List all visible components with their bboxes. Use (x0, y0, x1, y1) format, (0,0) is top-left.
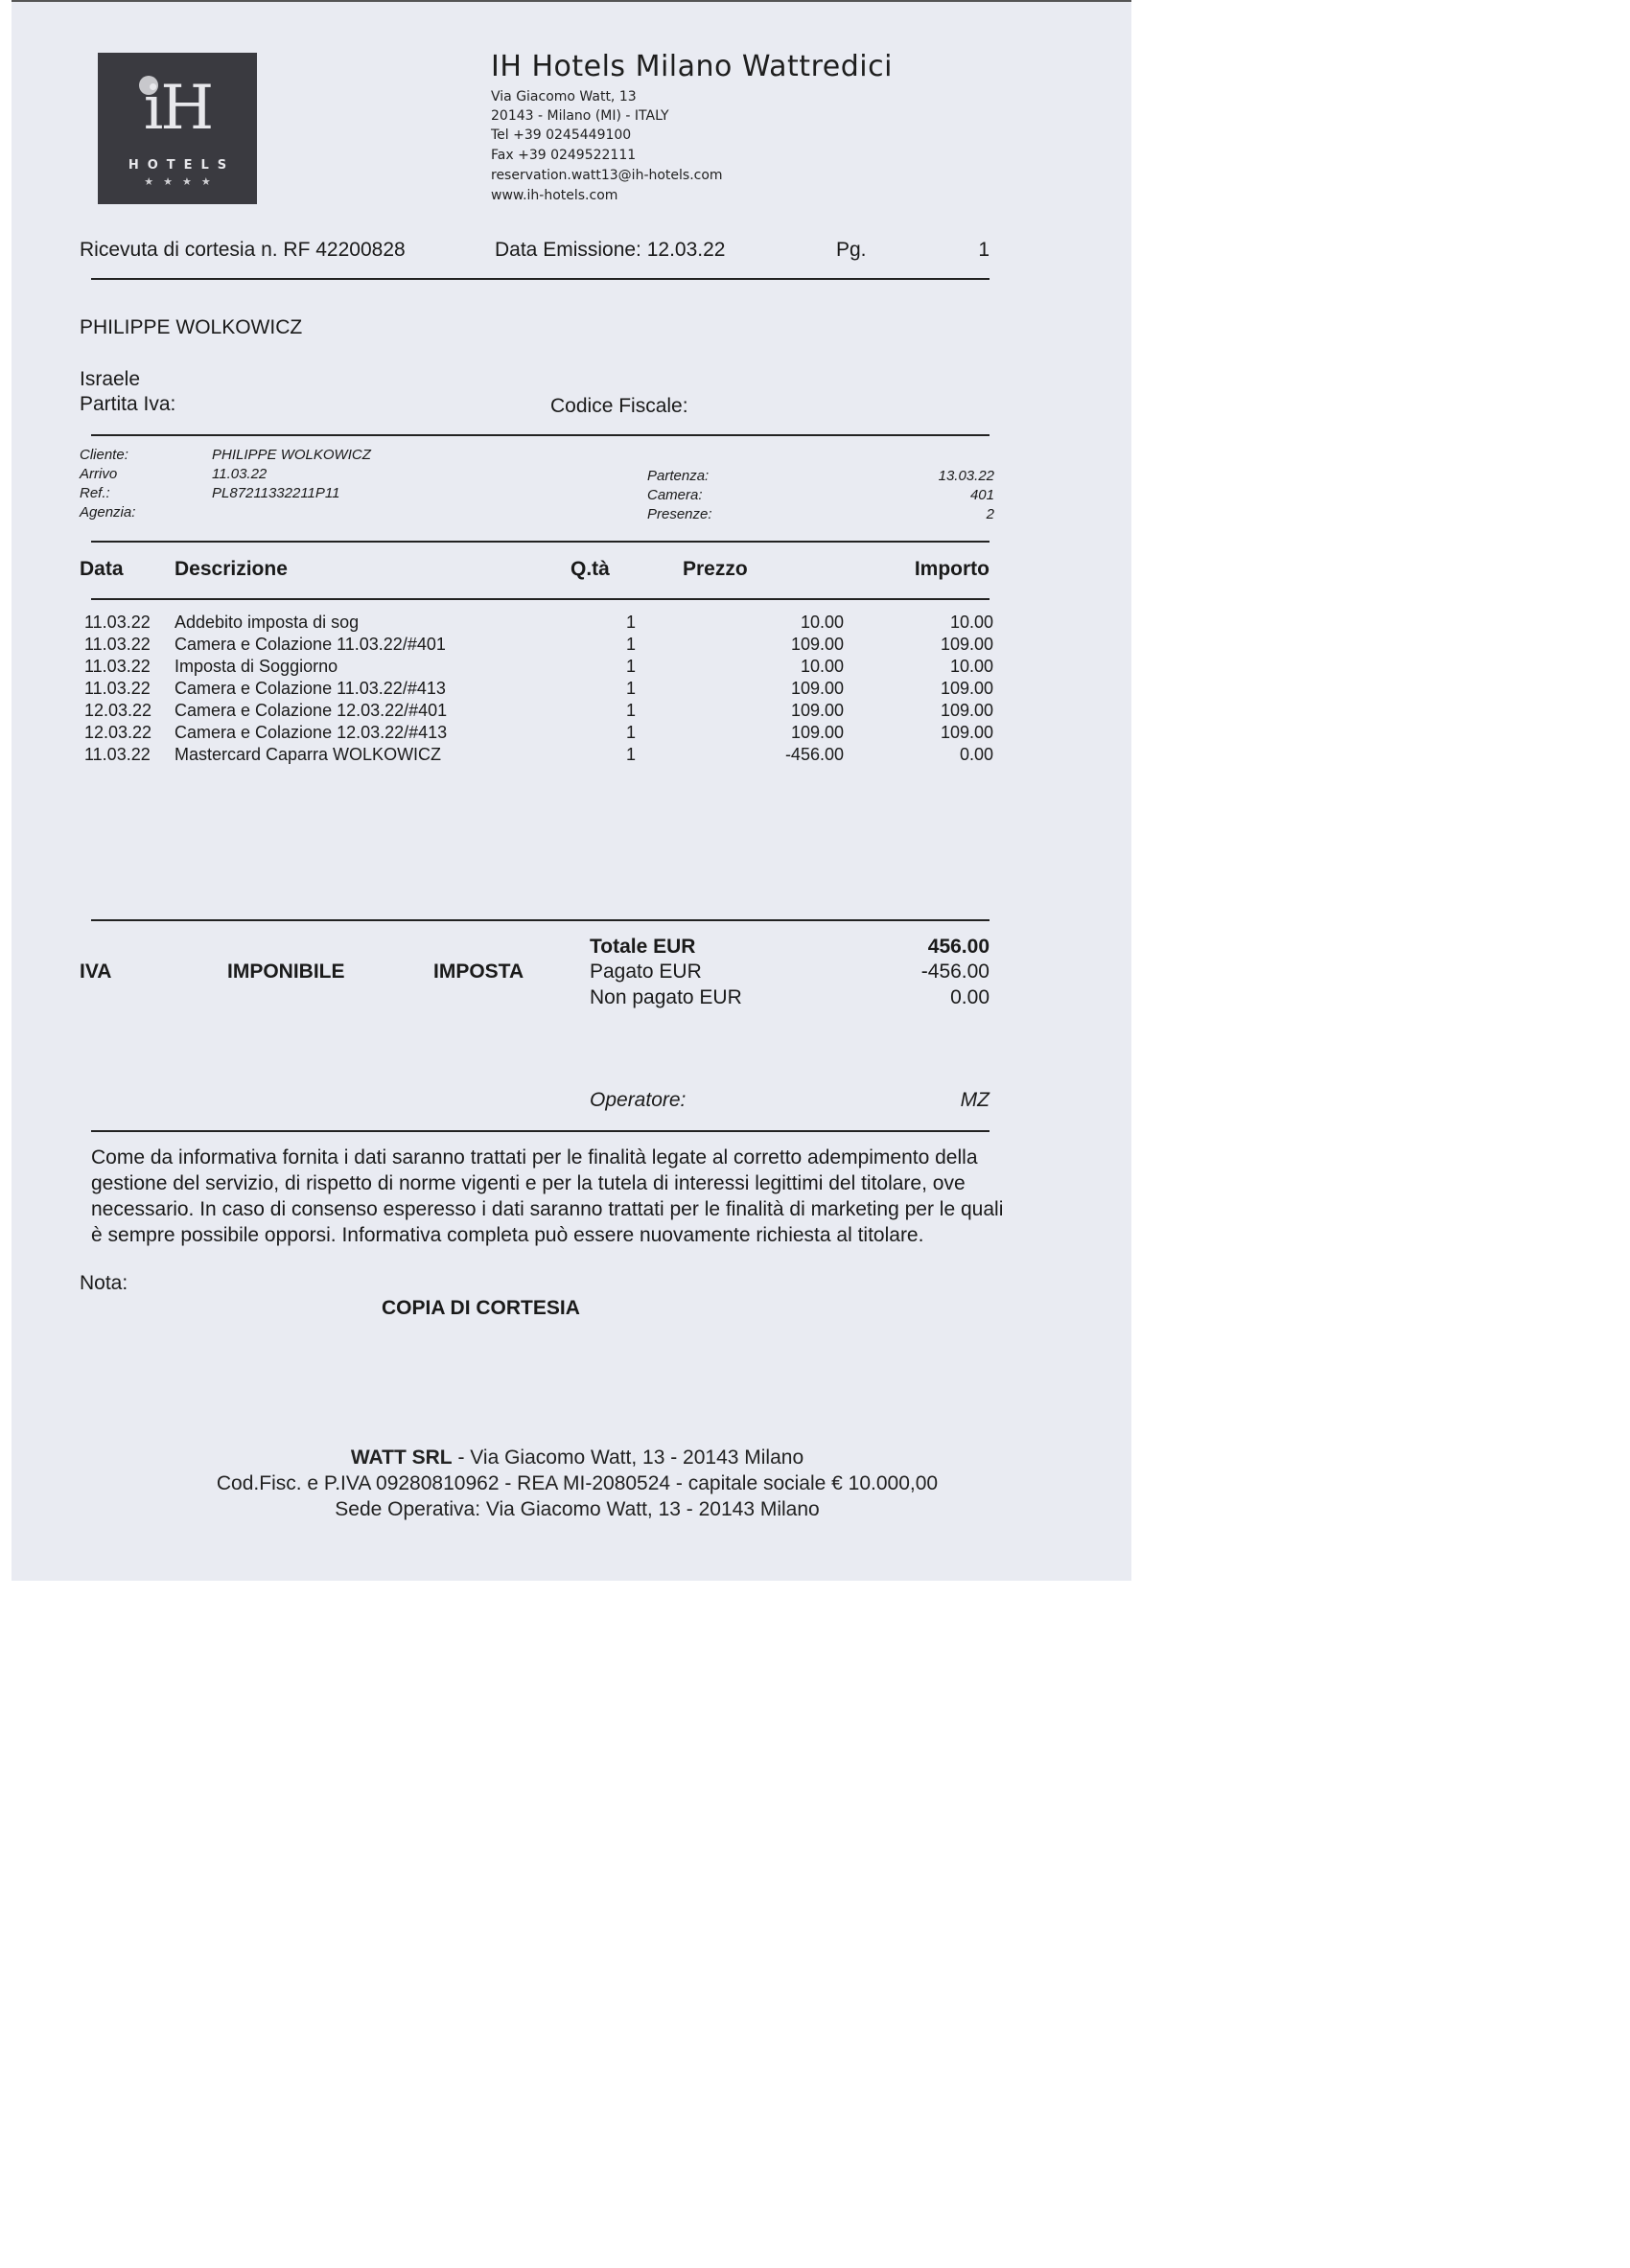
row-amount: 10.00 (949, 613, 993, 632)
row-description: Camera e Colazione 12.03.22/#401 (175, 701, 448, 720)
row-description: Camera e Colazione 12.03.22/#413 (175, 723, 448, 742)
note-label: Nota: (80, 1272, 128, 1294)
hotel-email[interactable]: reservation.watt13@ih-hotels.com (491, 168, 723, 183)
logo-monogram: iH (143, 73, 212, 144)
row-qty: 1 (626, 635, 637, 654)
total-value: 456.00 (927, 936, 990, 958)
logo-wordmark: HOTELS (128, 158, 236, 173)
hotel-logo (98, 53, 257, 204)
row-amount: 10.00 (949, 657, 993, 676)
footer-company-name: WATT SRL (350, 1446, 453, 1469)
divider (91, 1130, 990, 1132)
table-row (84, 723, 993, 745)
row-description: Addebito imposta di sog (175, 613, 360, 632)
ref-label: Ref.: (80, 485, 110, 501)
hotel-fax: Fax +39 0249522111 (491, 148, 637, 163)
table-row (84, 635, 993, 657)
tax-code-label: Codice Fiscale: (550, 395, 688, 417)
table-row (84, 679, 993, 701)
agency-label: Agenzia: (80, 504, 136, 521)
row-qty: 1 (626, 745, 637, 764)
receipt-paper (12, 0, 1131, 1581)
row-qty: 1 (626, 657, 637, 676)
vat-label: Partita Iva: (80, 393, 176, 415)
row-description: Camera e Colazione 11.03.22/#413 (175, 679, 446, 698)
row-date: 11.03.22 (84, 613, 151, 632)
row-qty: 1 (626, 723, 637, 742)
row-date: 12.03.22 (84, 723, 152, 742)
footer-office-address: Sede Operativa: Via Giacomo Watt, 13 - 20143 Milano (335, 1498, 820, 1520)
client-label: Cliente: (80, 447, 128, 463)
col-header-description: Descrizione (175, 558, 288, 580)
departure-value: 13.03.22 (938, 468, 994, 484)
hotel-address-city: 20143 - Milano (MI) - ITALY (491, 108, 669, 124)
total-label: Totale EUR (590, 936, 696, 958)
row-description: Imposta di Soggiorno (175, 657, 338, 676)
guests-value: 2 (986, 506, 994, 522)
guest-country: Israele (80, 368, 141, 390)
divider (91, 598, 990, 600)
ref-value: PL87211332211P11 (212, 485, 340, 501)
divider (91, 278, 990, 280)
row-date: 12.03.22 (84, 701, 152, 720)
table-row (84, 745, 993, 767)
arrival-value: 11.03.22 (212, 466, 268, 482)
row-description: Mastercard Caparra WOLKOWICZ (175, 745, 442, 764)
col-header-qty: Q.tà (570, 558, 610, 580)
footer-company-address: - Via Giacomo Watt, 13 - 20143 Milano (452, 1446, 804, 1469)
unpaid-value: 0.00 (950, 986, 990, 1008)
row-qty: 1 (626, 701, 637, 720)
paid-value: -456.00 (920, 960, 990, 983)
row-date: 11.03.22 (84, 679, 151, 698)
operator-label: Operatore: (590, 1089, 687, 1111)
row-amount: 109.00 (940, 679, 993, 698)
courtesy-copy-label: COPIA DI CORTESIA (382, 1297, 580, 1319)
guests-label: Presenze: (647, 506, 712, 522)
unpaid-label: Non pagato EUR (590, 986, 742, 1008)
row-description: Camera e Colazione 11.03.22/#401 (175, 635, 446, 654)
row-amount: 0.00 (959, 745, 993, 764)
row-qty: 1 (626, 679, 637, 698)
row-price: 109.00 (790, 679, 844, 698)
room-label: Camera: (647, 487, 703, 503)
row-date: 11.03.22 (84, 745, 151, 764)
paid-label: Pagato EUR (590, 960, 702, 983)
row-price: 10.00 (800, 613, 844, 632)
page-label: Pg. (836, 239, 867, 261)
divider (91, 919, 990, 921)
tax-col-iva: IVA (80, 960, 112, 983)
room-value: 401 (969, 487, 994, 503)
logo-stars-icon: ★★★★ (144, 175, 221, 188)
row-qty: 1 (626, 613, 637, 632)
row-date: 11.03.22 (84, 635, 151, 654)
arrival-label: Arrivo (80, 466, 118, 482)
row-amount: 109.00 (940, 635, 993, 654)
footer-tax-info: Cod.Fisc. e P.IVA 09280810962 - REA MI-2080524 - capitale sociale € 10.000,00 (216, 1472, 939, 1494)
hotel-website[interactable]: www.ih-hotels.com (491, 188, 618, 203)
privacy-notice: Come da informativa fornita i dati saranno trattati per le finalità legate al corretto adempimento della gestione del servizio, di rispetto di norme vigenti e per la tutela di interessi legittimi del titolare, ove necessario. In caso di consenso esperesso i dati saranno trattati per le finalità di marketing per le quali è sempre possibile opporsi. Informativa completa può essere nuovamente richiesta al titolare. (91, 1146, 1004, 1246)
divider (91, 434, 990, 436)
divider (91, 541, 990, 543)
hotel-address-street: Via Giacomo Watt, 13 (491, 89, 637, 104)
col-header-price: Prezzo (683, 558, 748, 580)
issue-date: Data Emissione: 12.03.22 (495, 239, 726, 261)
table-row (84, 657, 993, 679)
col-header-date: Data (80, 558, 124, 580)
departure-label: Partenza: (647, 468, 710, 484)
row-price: 109.00 (790, 635, 844, 654)
row-amount: 109.00 (940, 723, 993, 742)
footer-company-line (12, 1446, 1143, 1470)
guest-name: PHILIPPE WOLKOWICZ (80, 316, 303, 338)
row-price: 109.00 (790, 701, 844, 720)
row-date: 11.03.22 (84, 657, 151, 676)
operator-value: MZ (960, 1089, 990, 1111)
row-price: 10.00 (800, 657, 844, 676)
table-row (84, 701, 993, 723)
table-row (84, 613, 993, 635)
receipt-number: Ricevuta di cortesia n. RF 42200828 (80, 239, 406, 261)
row-amount: 109.00 (940, 701, 993, 720)
page-number: 1 (978, 239, 990, 261)
hotel-phone: Tel +39 0245449100 (491, 127, 632, 143)
col-header-amount: Importo (914, 558, 990, 580)
tax-col-taxable: IMPONIBILE (227, 960, 345, 983)
tax-col-tax: IMPOSTA (433, 960, 524, 983)
row-price: 109.00 (790, 723, 844, 742)
client-value: PHILIPPE WOLKOWICZ (212, 447, 371, 463)
hotel-name: IH Hotels Milano Wattredici (491, 50, 893, 83)
row-price: -456.00 (784, 745, 844, 764)
